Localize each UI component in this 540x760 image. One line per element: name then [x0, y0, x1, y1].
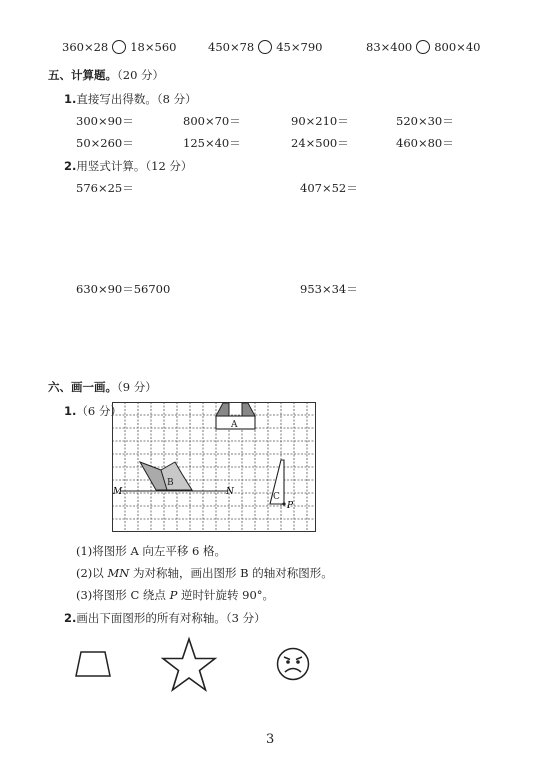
vertical-calc-1: 576×25＝	[76, 181, 134, 195]
star-shape[interactable]	[160, 636, 218, 694]
compare-1: 360×28 18×560	[62, 40, 177, 54]
section5-heading: 五、计算题。（20 分）	[48, 68, 165, 82]
calc-2-3: 24×500＝	[291, 136, 349, 150]
vertical-calc-3: 630×90＝56700	[76, 282, 171, 296]
shape-c	[270, 460, 294, 511]
label-c: C	[273, 492, 280, 502]
page-number: 3	[266, 732, 275, 747]
shape-b	[140, 462, 192, 490]
calc-1-4: 520×30＝	[396, 114, 454, 128]
label-n: N	[226, 487, 234, 497]
calc-1-3: 90×210＝	[291, 114, 349, 128]
instruction-1: (1)将图形 A 向左平移 6 格。	[76, 544, 227, 558]
calc-2-4: 460×80＝	[396, 136, 454, 150]
calc-1-1: 300×90＝	[76, 114, 134, 128]
grid-figure[interactable]	[112, 402, 316, 532]
sec6-q1-heading: 1.（6 分）	[64, 404, 122, 418]
sec5-q2-heading: 2.用竖式计算。（12 分）	[64, 159, 193, 173]
compare-circle-2[interactable]	[258, 40, 272, 54]
calc-2-1: 50×260＝	[76, 136, 134, 150]
trapezoid-shape[interactable]	[72, 650, 114, 680]
sad-face-shape[interactable]	[275, 646, 311, 682]
calc-1-2: 800×70＝	[183, 114, 241, 128]
calc-2-2: 125×40＝	[183, 136, 241, 150]
vertical-calc-2: 407×52＝	[300, 181, 358, 195]
compare-circle-3[interactable]	[416, 40, 430, 54]
section6-heading: 六、画一画。（9 分）	[48, 380, 157, 394]
sec5-q1-heading: 1.直接写出得数。（8 分）	[64, 92, 197, 106]
sec6-q2-heading: 2.画出下面图形的所有对称轴。（3 分）	[64, 611, 266, 625]
instruction-3: (3)将图形 C 绕点 P 逆时针旋转 90°。	[76, 588, 275, 602]
compare-2: 450×78 45×790	[208, 40, 323, 54]
vertical-calc-4: 953×34＝	[300, 282, 358, 296]
label-b: B	[167, 478, 174, 488]
label-p: P	[287, 501, 294, 511]
instruction-2: (2)以 MN 为对称轴，画出图形 B 的轴对称图形。	[76, 566, 333, 580]
shape-a	[216, 403, 255, 430]
compare-3: 83×400 800×40	[366, 40, 481, 54]
point-p	[282, 502, 285, 505]
label-a: A	[231, 420, 238, 430]
label-m: M	[113, 487, 123, 497]
compare-circle-1[interactable]	[112, 40, 126, 54]
